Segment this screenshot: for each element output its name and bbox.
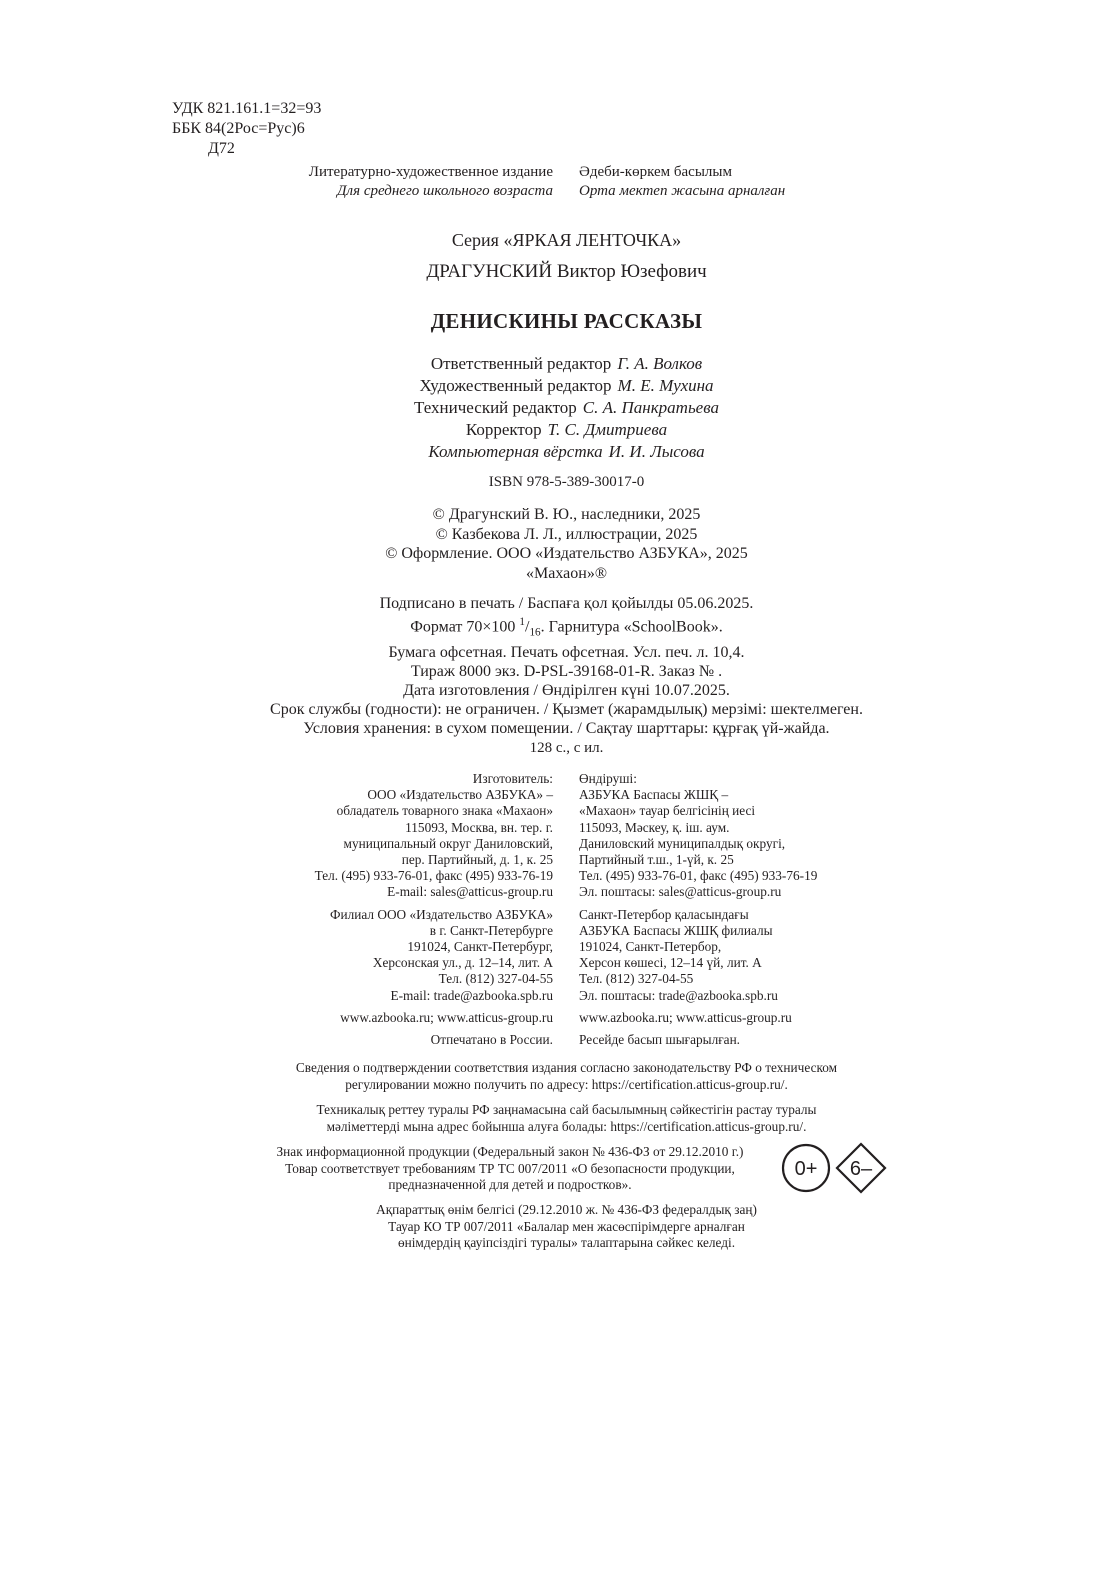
paper-info: Бумага офсетная. Печать офсетная. Усл. печ. л. 10,4. (388, 643, 745, 661)
author: ДРАГУНСКИЙ Виктор Юзефович (426, 261, 707, 282)
format-prefix: Формат 70×100 (410, 618, 520, 636)
editor-row (0, 353, 1100, 375)
age-badges (781, 1142, 891, 1194)
editor-name: И. И. Лысова (608, 442, 705, 461)
manufacturer-line: муниципальный округ Даниловский, (343, 835, 553, 851)
editor-role: Технический редактор (414, 398, 577, 417)
printed-in-line: Ресейде басып шығарылған. (579, 1032, 741, 1048)
info-product-sign-kz (0, 1202, 1100, 1252)
manufacture-date: Дата изготовления / Өндірілген күні 10.07.2025. (403, 681, 730, 699)
branch-line: в г. Санкт-Петербурге (429, 922, 553, 938)
editor-row (0, 441, 1100, 463)
editor-name: Г. А. Волков (617, 354, 703, 373)
certification-line: Техникалық реттеу туралы РФ заңнамасына сай басылымның сәйкестігін растау туралы (316, 1102, 817, 1117)
isbn: ISBN 978-5-389-30017-0 (488, 474, 645, 490)
sign-line: өнімдердің қауіпсіздігі туралы» талаптарына сәйкес келеді. (397, 1235, 736, 1250)
certification-ru (0, 1060, 1100, 1093)
bbk-code: ББК 84(2Рос=Рус)6 (172, 120, 305, 137)
printed-in-line: Отпечатано в России. (430, 1032, 553, 1048)
sign-line: Знак информационной продукции (Федеральный закон № 436-ФЗ от 29.12.2010 г.) (276, 1144, 744, 1159)
editor-row (0, 397, 1100, 419)
format-suffix: . Гарнитура «SchoolBook». (540, 618, 723, 636)
format-numerator: 1 (519, 616, 525, 628)
editor-role: Ответственный редактор (430, 354, 612, 373)
signed-to-print: Подписано в печать / Баспаға қол қойылды 05.06.2025. (379, 595, 754, 612)
print-run: Тираж 8000 экз. D-PSL-39168-01-R. Заказ № . (410, 662, 723, 680)
series: Серия «ЯРКАЯ ЛЕНТОЧКА» (451, 230, 682, 250)
editor-name: Т. С. Дмитриева (547, 420, 668, 439)
editor-role: Художественный редактор (419, 376, 612, 395)
editor-name: С. А. Панкратьева (582, 398, 719, 417)
edition-type: Литературно-художественное издание (308, 164, 553, 180)
age-recommend-diamond-icon (837, 1144, 885, 1192)
manufacturer-line: обладатель товарного знака «Махаон» (336, 803, 553, 819)
branch-line: Филиал ООО «Издательство АЗБУКА» (330, 906, 553, 922)
copyright-line: «Махаон»® (526, 564, 607, 582)
website-line: www.azbooka.ru; www.atticus-group.ru (340, 1009, 553, 1025)
certification-kz (0, 1102, 1100, 1135)
sign-line: Товар соответствует требованиям ТР ТС 007/2011 «О безопасности продукции, (285, 1160, 735, 1176)
edition-type-kz (579, 163, 785, 201)
branch-line: Херсонская ул., д. 12–14, лит. А (372, 955, 553, 971)
author-mark: Д72 (208, 140, 235, 157)
address-kz (579, 771, 817, 1048)
book-title: ДЕНИСКИНЫ РАССКАЗЫ (430, 309, 703, 333)
copyright-block (0, 505, 1100, 583)
manufacturer-line: Өндіруші: (579, 771, 637, 786)
branch-line: 191024, Санкт-Петербург, (407, 939, 553, 955)
manufacturer-line: Партийный т.ш., 1-үй, к. 25 (579, 852, 734, 868)
editor-row (0, 419, 1100, 441)
certification-line: мәліметтерді мына адрес бойынша алуға болады: https://certification.atticus-group.ru/. (326, 1118, 807, 1134)
branch-line: Эл. поштасы: trade@azbooka.spb.ru (579, 987, 778, 1003)
edition-type: Әдеби-көркем басылым (579, 164, 732, 180)
copyright-line: © Драгунский В. Ю., наследники, 2025 (432, 506, 701, 523)
manufacturer-line: E-mail: sales@atticus-group.ru (387, 884, 553, 900)
copyright-line: © Оформление. ООО «Издательство АЗБУКА», 2025 (385, 545, 748, 562)
edition-type-ru (309, 163, 553, 201)
format-denominator: 16 (529, 626, 541, 639)
editor-role: Компьютерная вёрстка (428, 442, 603, 461)
manufacturer-line: 115093, Москва, вн. тер. г. (405, 819, 553, 835)
manufacturer-line: ООО «Издательство АЗБУКА» – (367, 787, 553, 803)
editor-name: М. Е. Мухина (617, 376, 714, 395)
edition-age: Для среднего школьного возраста (337, 183, 553, 199)
classification-codes (172, 99, 321, 159)
sign-line: Ақпараттық өнім белгісі (29.12.2010 ж. № 436-ФЗ федералдық заң) (376, 1202, 757, 1217)
manufacturer-line: Тел. (495) 933-76-01, факс (495) 933-76-19 (314, 868, 553, 884)
manufacturer-line: «Махаон» тауар белгісінің иесі (579, 803, 756, 819)
copyright-line: © Казбекова Л. Л., иллюстрации, 2025 (435, 525, 698, 543)
sign-line: Тауар КО ТР 007/2011 «Балалар мен жасөспірімдерге арналған (388, 1218, 745, 1234)
branch-line: Херсон көшесі, 12–14 үй, лит. А (579, 955, 762, 971)
editor-row (0, 375, 1100, 397)
print-info (0, 594, 1100, 738)
age-rating-circle-icon (783, 1145, 829, 1191)
branch-line: Тел. (812) 327-04-55 (579, 971, 694, 987)
storage-conditions: Условия хранения: в сухом помещении. / Сақтау шарттары: құрғақ үй-жайда. (303, 719, 830, 737)
manufacturer-line: Даниловский муниципалдық округі, (579, 835, 786, 851)
manufacturer-line: пер. Партийный, д. 1, к. 25 (401, 852, 553, 868)
service-life: Срок службы (годности): не ограничен. / Қызмет (жарамдылық) мерзімі: шектелмеген. (270, 700, 863, 718)
branch-line: E-mail: trade@azbooka.spb.ru (390, 987, 553, 1003)
manufacturer-line: Тел. (495) 933-76-01, факс (495) 933-76-19 (579, 868, 818, 884)
sign-line: предназначенной для детей и подростков». (388, 1177, 632, 1192)
format-line: Формат 70×100 $^1/_{16}$. Гарнитура «SchoolBook». (410, 616, 723, 639)
editor-role: Корректор (465, 420, 542, 439)
page-count: 128 с., с ил. (529, 740, 604, 756)
editors-list (0, 353, 1100, 463)
age-recommend: 6– (849, 1158, 873, 1180)
manufacturer-line: АЗБУКА Баспасы ЖШҚ – (579, 787, 729, 803)
manufacturer-line: Изготовитель: (472, 771, 553, 786)
edition-age: Орта мектеп жасына арналған (579, 183, 786, 199)
manufacturer-line: Эл. поштасы: sales@atticus-group.ru (579, 884, 782, 900)
udk-code: УДК 821.161.1=32=93 (172, 100, 322, 117)
website-line: www.azbooka.ru; www.atticus-group.ru (579, 1009, 792, 1025)
address-ru (315, 771, 553, 1048)
certification-line: Сведения о подтверждении соответствия издания согласно законодательству РФ о техническом (295, 1060, 838, 1075)
branch-line: Тел. (812) 327-04-55 (438, 971, 553, 987)
branch-line: 191024, Санкт-Петербор, (579, 939, 722, 955)
certification-line: регулировании можно получить по адресу: https://certification.atticus-group.ru/. (345, 1076, 788, 1092)
age-rating: 0+ (794, 1158, 818, 1180)
branch-line: АЗБУКА Баспасы ЖШҚ филиалы (579, 922, 773, 938)
branch-line: Санкт-Петербор қаласындағы (579, 906, 749, 922)
manufacturer-line: 115093, Мәскеу, қ. іш. аум. (579, 819, 730, 835)
